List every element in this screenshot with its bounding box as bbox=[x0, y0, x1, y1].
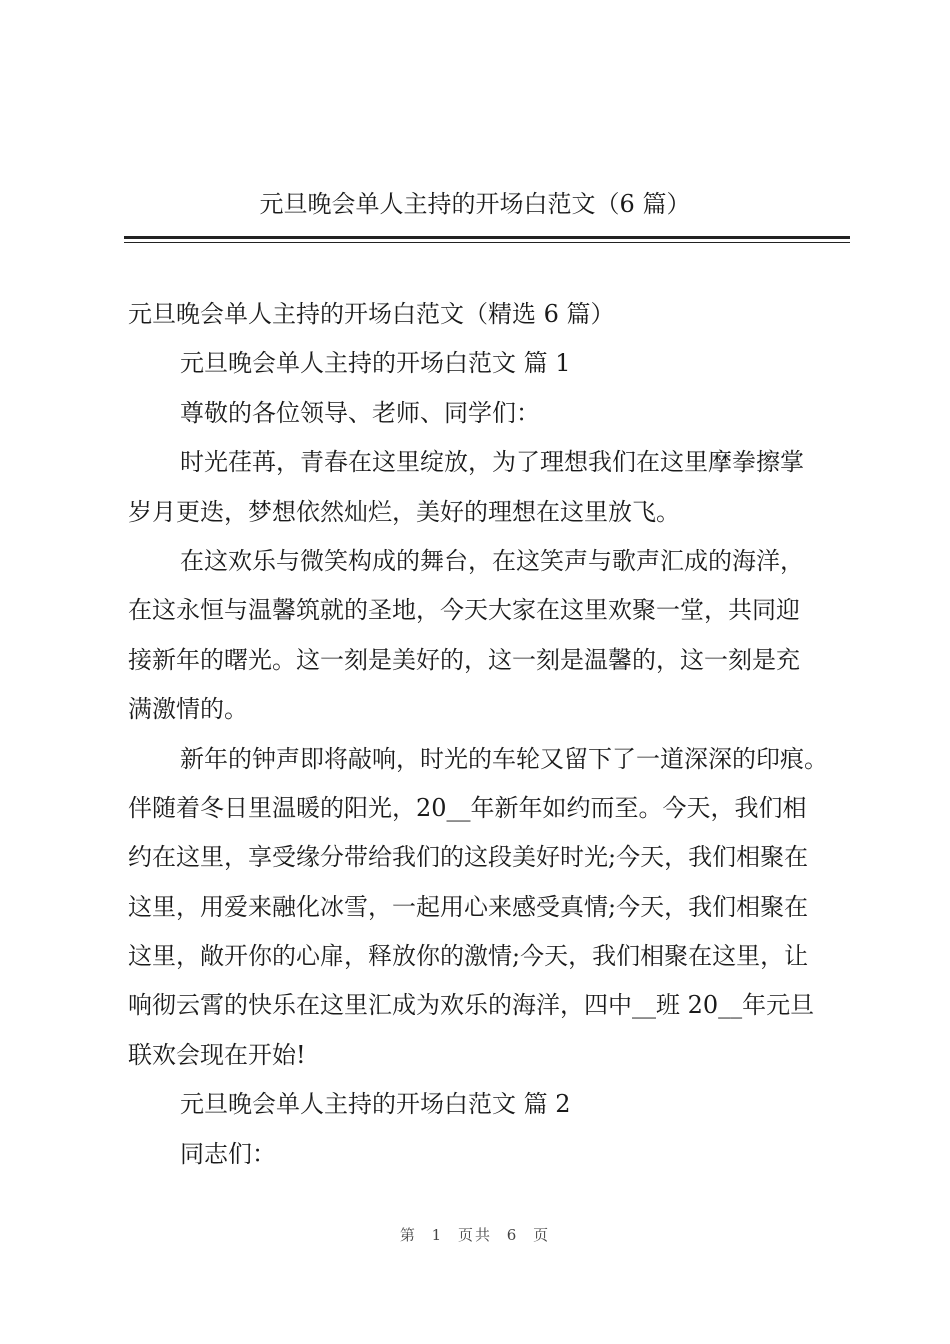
page-footer bbox=[0, 1224, 950, 1245]
footer-suffix: 页 bbox=[533, 1226, 551, 1244]
footer-middle: 页共 bbox=[457, 1226, 492, 1244]
footer-total-pages: 6 bbox=[506, 1226, 519, 1244]
paragraph-line: 时光荏苒，青春在这里绽放，为了理想我们在这里摩拳擦掌 bbox=[180, 448, 804, 477]
section-heading: 元旦晚会单人主持的开场白范文 篇 2 bbox=[180, 1090, 571, 1119]
paragraph-line: 满激情的。 bbox=[128, 695, 248, 724]
footer-prefix: 第 bbox=[399, 1226, 417, 1244]
paragraph-line: 在这欢乐与微笑构成的舞台，在这笑声与歌声汇成的海洋， bbox=[180, 546, 804, 575]
header-rule-thin bbox=[124, 242, 850, 243]
paragraph-line: 这里，敞开你的心扉，释放你的激情;今天，我们相聚在这里，让 bbox=[128, 942, 809, 971]
document-subtitle: 元旦晚会单人主持的开场白范文（精选 6 篇） bbox=[128, 300, 615, 328]
paragraph-line: 新年的钟声即将敲响，时光的车轮又留下了一道深深的印痕。 bbox=[180, 744, 828, 773]
document-body bbox=[128, 290, 848, 1179]
paragraph-line: 这里，用爱来融化冰雪，一起用心来感受真情;今天，我们相聚在 bbox=[128, 892, 809, 921]
document-header-title: 元旦晚会单人主持的开场白范文（6 篇） bbox=[259, 190, 691, 218]
section-heading: 元旦晚会单人主持的开场白范文 篇 1 bbox=[180, 349, 571, 378]
paragraph-line: 岁月更迭，梦想依然灿烂，美好的理想在这里放飞。 bbox=[128, 497, 680, 526]
salutation: 同志们： bbox=[180, 1139, 276, 1168]
paragraph-line: 联欢会现在开始! bbox=[128, 1040, 306, 1069]
paragraph-line: 伴随着冬日里温暖的阳光，20__年新年如约而至。今天，我们相 bbox=[128, 793, 807, 822]
header-rule-thick bbox=[124, 236, 850, 239]
paragraph-line: 约在这里，享受缘分带给我们的这段美好时光;今天，我们相聚在 bbox=[128, 843, 809, 872]
paragraph-line: 在这永恒与温馨筑就的圣地，今天大家在这里欢聚一堂，共同迎 bbox=[128, 596, 800, 625]
paragraph-line: 接新年的曙光。这一刻是美好的，这一刻是温馨的，这一刻是充 bbox=[128, 645, 800, 674]
paragraph-line: 响彻云霄的快乐在这里汇成为欢乐的海洋，四中__班 20__年元旦 bbox=[128, 991, 815, 1020]
salutation: 尊敬的各位领导、老师、同学们： bbox=[180, 398, 540, 427]
footer-current-page: 1 bbox=[431, 1226, 444, 1244]
